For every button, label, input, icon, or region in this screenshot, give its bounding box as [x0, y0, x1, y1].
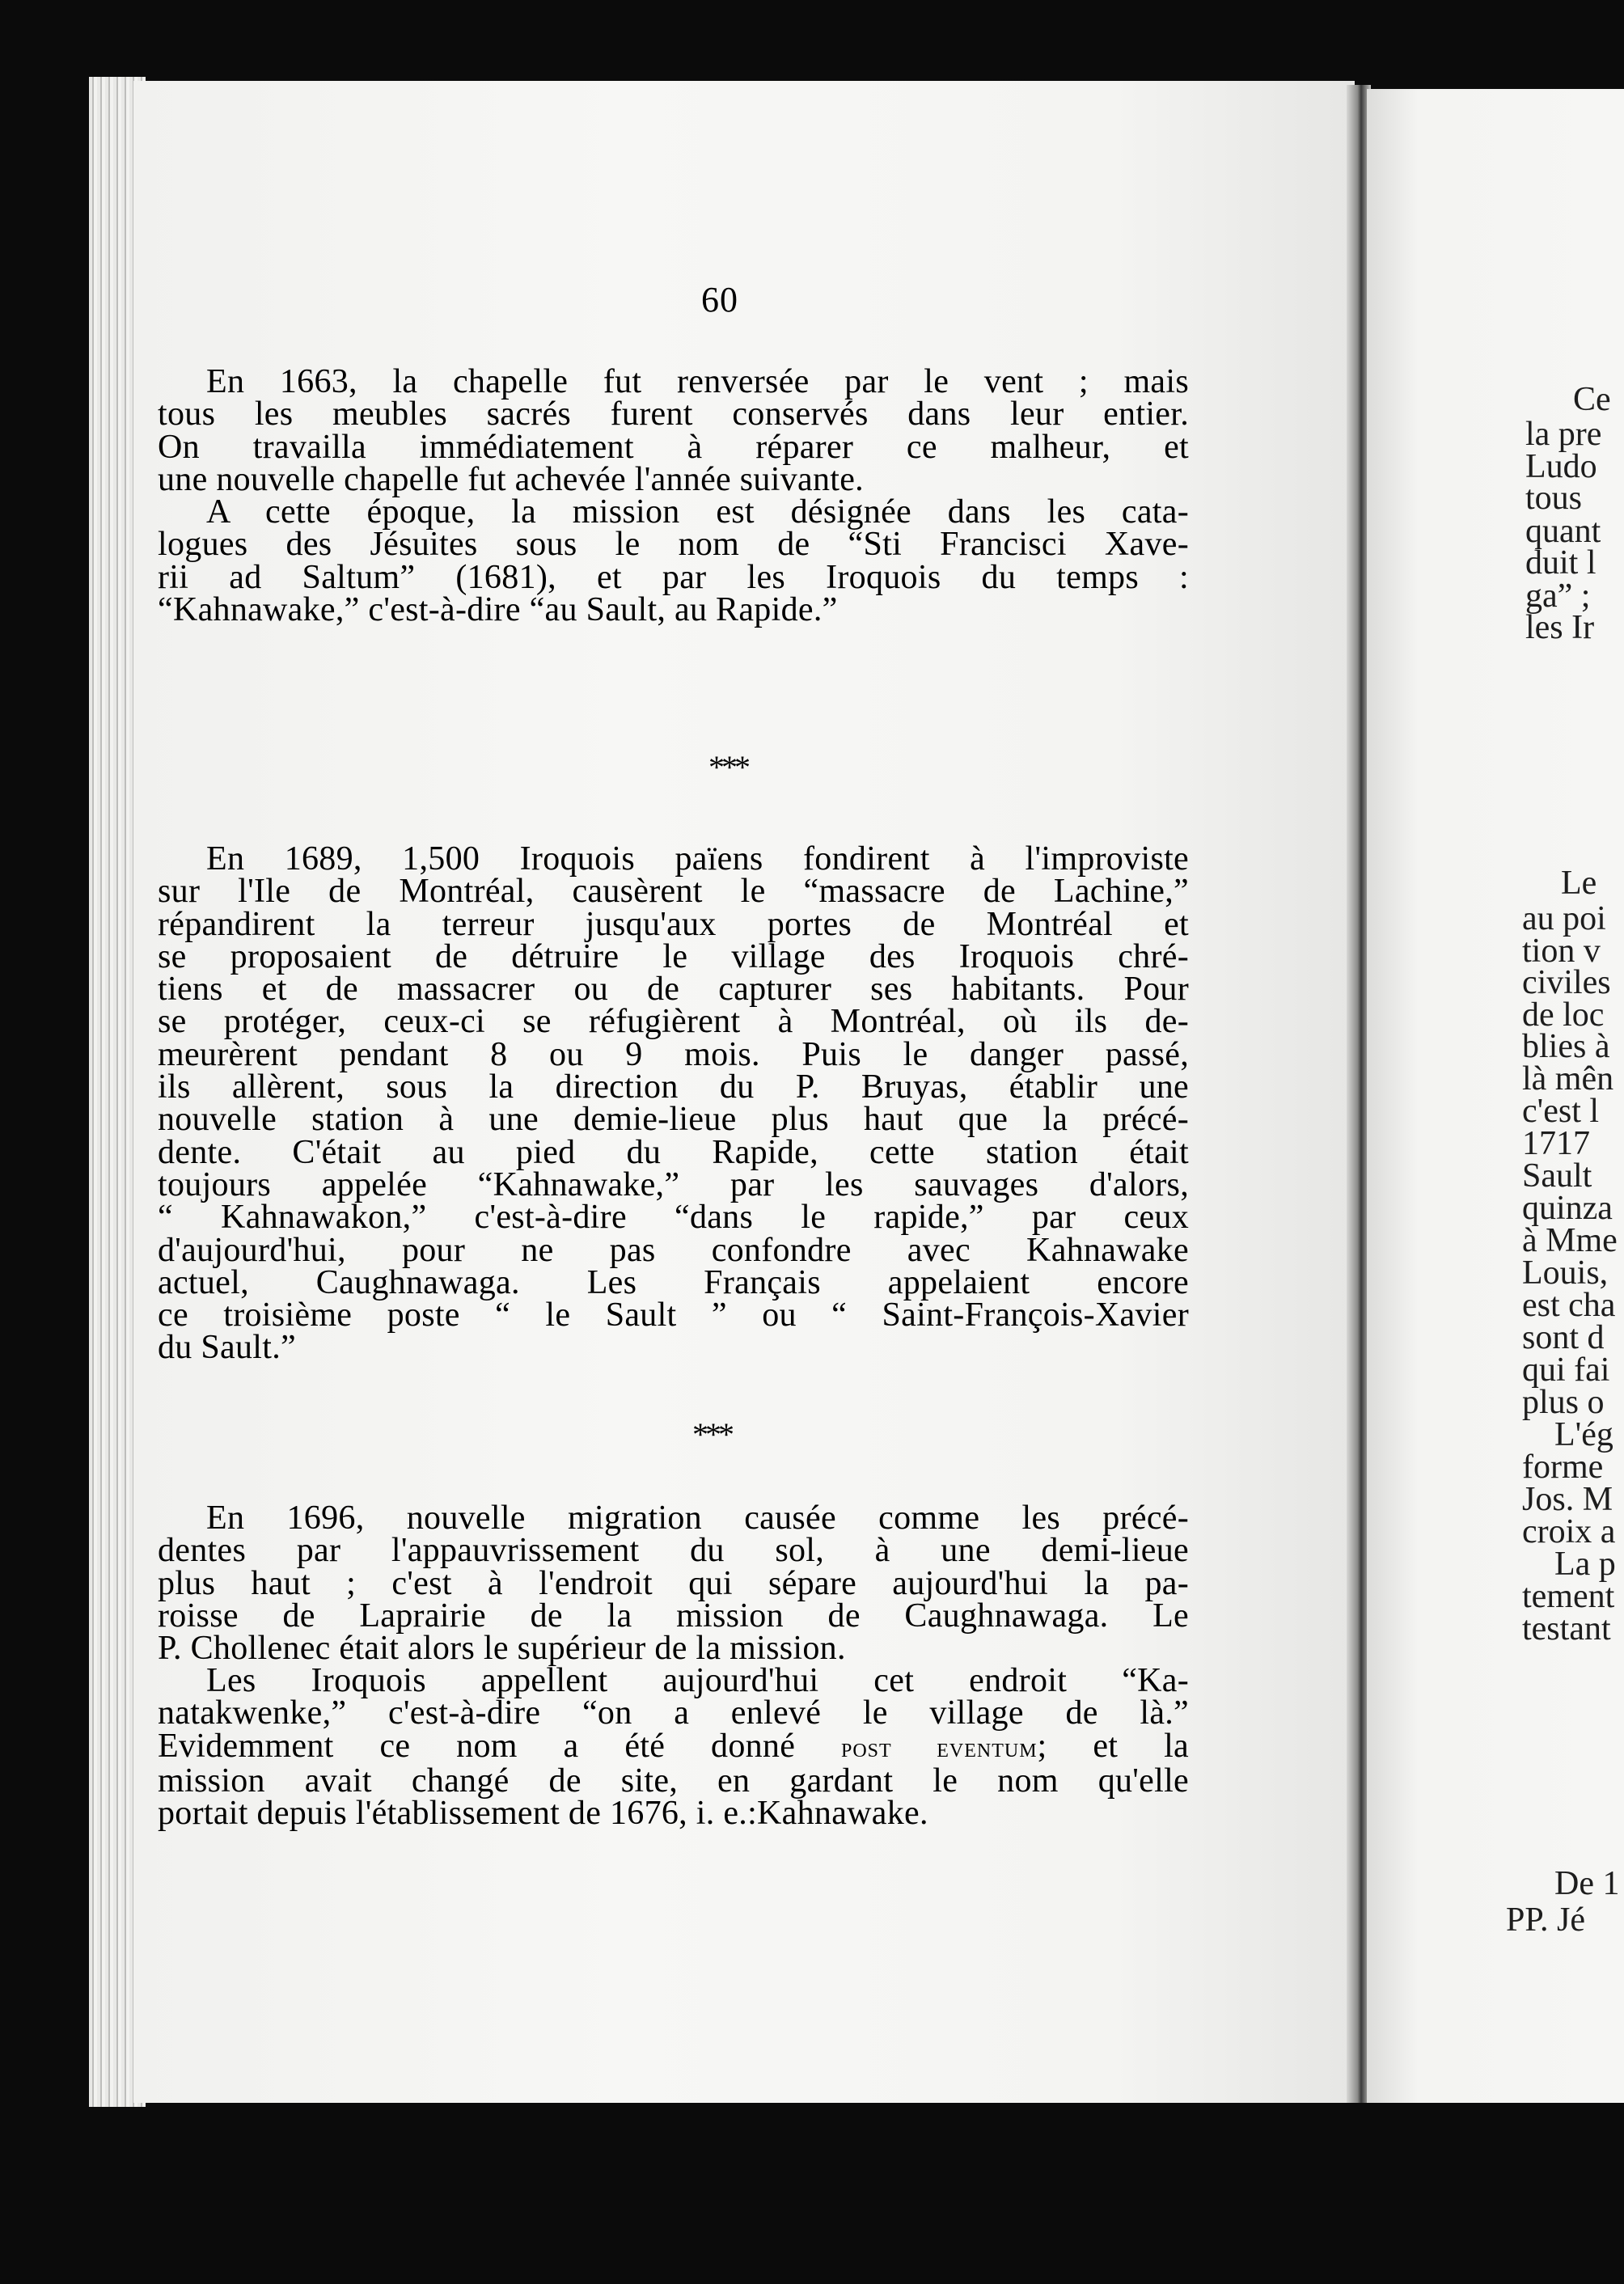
- text-line: natakwenke,” c'est-à-dire “on a enlevé le village de là.”: [158, 1694, 1189, 1732]
- right-page-fragment: 1717: [1522, 1125, 1590, 1162]
- right-page-fragment: testant: [1522, 1610, 1611, 1647]
- text-line: rii ad Saltum” (1681), et par les Iroquois du temps :: [158, 558, 1189, 596]
- text-line: dente. C'était au pied du Rapide, cette station était: [158, 1133, 1189, 1171]
- text-line: nouvelle station à une demie-lieue plus haut que la précé-: [158, 1101, 1189, 1139]
- text-line: se proposaient de détruire le village des Iroquois chré-: [158, 937, 1189, 975]
- right-page-fragment: c'est l: [1522, 1093, 1600, 1130]
- right-page-fragment: plus o: [1522, 1384, 1605, 1421]
- right-page-fragment: est cha: [1522, 1287, 1616, 1324]
- right-page-fragment: tement: [1522, 1578, 1615, 1615]
- right-page-fragment: forme: [1522, 1449, 1604, 1486]
- text-segment: ; et la: [1037, 1727, 1189, 1765]
- right-page-fragment: La p: [1554, 1546, 1616, 1583]
- text-line: une nouvelle chapelle fut achevée l'année suivante.: [158, 460, 864, 498]
- text-line: On travailla immédiatement à réparer ce malheur, et: [158, 428, 1189, 466]
- right-page-fragment: duit l: [1525, 544, 1597, 582]
- right-page-fragment: ga” ;: [1525, 577, 1591, 615]
- text-line: En 1689, 1,500 Iroquois païens fondirent à l'improviste: [206, 840, 1189, 878]
- text-line: du Sault.”: [158, 1329, 296, 1367]
- right-page-fragment: là mên: [1522, 1060, 1614, 1098]
- text-line: En 1696, nouvelle migration causée comme les précé-: [206, 1499, 1189, 1537]
- text-line: [158, 1727, 1189, 1765]
- right-page-fragment: la pre: [1525, 416, 1602, 453]
- right-page-fragment: tion v: [1522, 933, 1601, 970]
- text-line: ils allèrent, sous la direction du P. Bruyas, établir une: [158, 1068, 1189, 1106]
- right-page-fragment: Ce: [1573, 381, 1611, 418]
- paragraph-2: [158, 493, 1189, 628]
- small-caps-phrase: post eventum: [841, 1732, 1038, 1763]
- right-page-fragment: au poi: [1522, 900, 1606, 937]
- right-page-fragment: quinza: [1522, 1190, 1613, 1227]
- asterism-separator: [679, 748, 776, 786]
- asterism-text: ***: [708, 749, 747, 785]
- text-line: roisse de Laprairie de la mission de Caughnawaga. Le: [158, 1597, 1189, 1635]
- right-page-fragment: PP. Jé: [1506, 1901, 1586, 1939]
- right-page-fragment: à Mme: [1522, 1222, 1618, 1259]
- right-page: [1367, 89, 1624, 2103]
- text-line: toujours appelée “Kahnawake,” par les sauvages d'alors,: [158, 1165, 1189, 1203]
- right-page-fragment: L'ég: [1554, 1416, 1613, 1453]
- text-line: portait depuis l'établissement de 1676, i. e.:Kahnawake.: [158, 1795, 928, 1833]
- text-line: répandirent la terreur jusqu'aux portes de Montréal et: [158, 905, 1189, 943]
- text-line: plus haut ; c'est à l'endroit qui sépare aujourd'hui la pa-: [158, 1564, 1189, 1602]
- page-number: 60: [701, 280, 738, 319]
- text-segment: Evidemment ce nom a été donné: [158, 1727, 841, 1765]
- right-page-fragment: Ludo: [1525, 448, 1597, 485]
- paragraph-3: [158, 840, 1189, 1367]
- right-page-fragment: Jos. M: [1522, 1481, 1613, 1518]
- text-line: Les Iroquois appellent aujourd'hui cet endroit “Ka-: [206, 1662, 1189, 1699]
- text-line: se protéger, ceux-ci se réfugièrent à Montréal, où ils de-: [158, 1003, 1189, 1041]
- text-line: P. Chollenec était alors le supérieur de la mission.: [158, 1630, 846, 1668]
- text-line: ce troisième poste “ le Sault ” ou “ Saint-François-Xavier: [158, 1296, 1189, 1334]
- asterism-separator: [663, 1415, 760, 1453]
- text-line: sur l'Ile de Montréal, causèrent le “massacre de Lachine,”: [158, 873, 1189, 911]
- right-page-fragment: quant: [1525, 513, 1601, 550]
- right-page-fragment: Le: [1561, 865, 1597, 902]
- paragraph-4: [158, 1499, 1189, 1668]
- right-page-fragment: croix a: [1522, 1513, 1616, 1550]
- text-line: dentes par l'appauvrissement du sol, à une demi-lieue: [158, 1532, 1189, 1570]
- right-page-fragment: tous: [1525, 480, 1583, 517]
- right-page-fragment: civiles: [1522, 964, 1611, 1001]
- asterism-text: ***: [692, 1416, 731, 1453]
- text-line: “ Kahnawakon,” c'est-à-dire “dans le rapide,” par ceux: [158, 1199, 1189, 1237]
- right-page-fragment: Sault: [1522, 1157, 1592, 1195]
- text-line: tiens et de massacrer ou de capturer ses habitants. Pour: [158, 971, 1189, 1009]
- right-page-fragment: Louis,: [1522, 1254, 1609, 1292]
- paragraph-5: [158, 1662, 1189, 1833]
- right-page-fragment: sont d: [1522, 1319, 1605, 1356]
- text-line: A cette époque, la mission est désignée dans les cata-: [206, 493, 1189, 531]
- paragraph-1: [158, 363, 1189, 498]
- text-line: “Kahnawake,” c'est-à-dire “au Sault, au Rapide.”: [158, 590, 838, 628]
- text-line: meurèrent pendant 8 ou 9 mois. Puis le danger passé,: [158, 1035, 1189, 1073]
- right-page-fragment: de loc: [1522, 996, 1605, 1034]
- text-line: logues des Jésuites sous le nom de “Sti Francisci Xave-: [158, 526, 1189, 564]
- right-page-fragment: qui fai: [1522, 1351, 1610, 1389]
- text-line: d'aujourd'hui, pour ne pas confondre avec Kahnawake: [158, 1231, 1189, 1269]
- text-line: tous les meubles sacrés furent conservés dans leur entier.: [158, 395, 1189, 434]
- right-page-fragment: blies à: [1522, 1028, 1610, 1065]
- text-line: actuel, Caughnawaga. Les Français appelaient encore: [158, 1263, 1189, 1301]
- right-page-fragment: De 1: [1554, 1865, 1620, 1902]
- right-page-fragment: les Ir: [1525, 609, 1595, 646]
- text-line: En 1663, la chapelle fut renversée par le vent ; mais: [206, 363, 1189, 400]
- text-line: mission avait changé de site, en gardant le nom qu'elle: [158, 1762, 1189, 1800]
